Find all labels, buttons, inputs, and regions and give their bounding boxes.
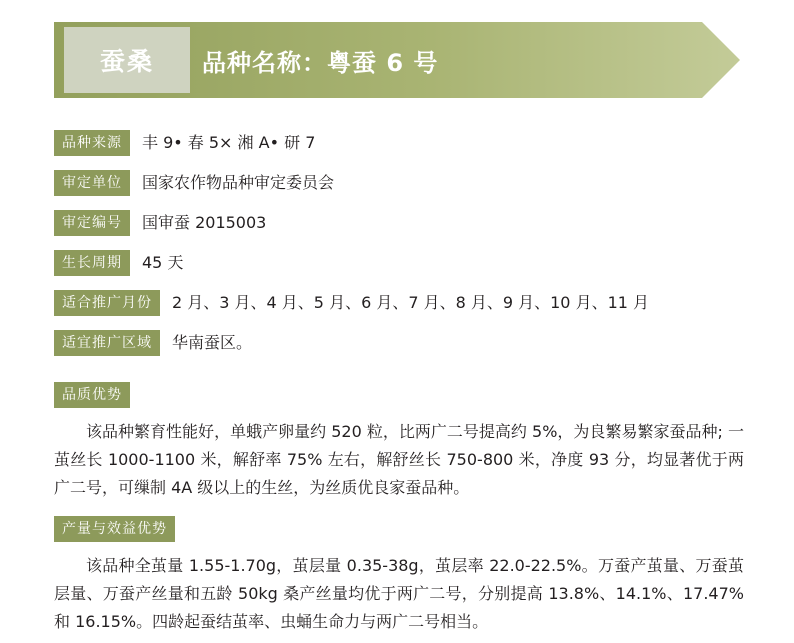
field-list — [54, 130, 754, 370]
field-row — [54, 170, 754, 196]
header-banner — [54, 22, 740, 98]
field-value-approval-number: 国审蚕 2015003 — [142, 213, 267, 232]
field-label-source: 品种来源 — [54, 130, 130, 156]
field-row — [54, 130, 754, 156]
field-row — [54, 250, 754, 276]
page-title: 品种名称：粤蚕 6 号 — [202, 48, 439, 77]
field-row — [54, 290, 754, 316]
field-value-growth-cycle: 45 天 — [142, 253, 184, 272]
field-value-source: 丰 9• 春 5× 湘 A• 研 7 — [142, 133, 316, 152]
field-value-approval-unit: 国家农作物品种审定委员会 — [142, 173, 335, 192]
field-value-months: 2 月、3 月、4 月、5 月、6 月、7 月、8 月、9 月、10 月、11 月 — [172, 293, 650, 312]
field-label-growth-cycle: 生长周期 — [54, 250, 130, 276]
section-body-yield: 该品种全茧量 1.55-1.70g，茧层量 0.35-38g，茧层率 22.0-22.5%。万蚕产茧量、万蚕茧层量、万蚕产丝量和五龄 50kg 桑产丝量均优于两广二号，分别提高 13.8%、14.1%、17.47% 和 16.15%。四龄起蚕结茧率、虫蛹生命力与两广二号相当。 — [54, 556, 744, 631]
field-label-months: 适合推广月份 — [54, 290, 160, 316]
field-row — [54, 210, 754, 236]
field-row — [54, 330, 754, 356]
section-tag-quality: 品质优势 — [54, 382, 130, 408]
field-label-approval-number: 审定编号 — [54, 210, 130, 236]
section-yield — [54, 516, 744, 636]
field-value-region: 华南蚕区。 — [172, 333, 253, 352]
section-tag-yield: 产量与效益优势 — [54, 516, 175, 542]
field-label-region: 适宜推广区域 — [54, 330, 160, 356]
banner-tag-label: 蚕桑 — [99, 47, 154, 76]
field-label-approval-unit: 审定单位 — [54, 170, 130, 196]
section-quality — [54, 382, 744, 502]
section-body-quality: 该品种繁育性能好，单蛾产卵量约 520 粒，比两广二号提高约 5%，为良繁易繁家蚕品种; 一茧丝长 1000-1100 米，解舒率 75% 左右，解舒丝长 750-800 米，净度 93 分，均显著优于两广二号，可缫制 4A 级以上的生丝，为丝质优良家蚕品种。 — [54, 422, 744, 497]
